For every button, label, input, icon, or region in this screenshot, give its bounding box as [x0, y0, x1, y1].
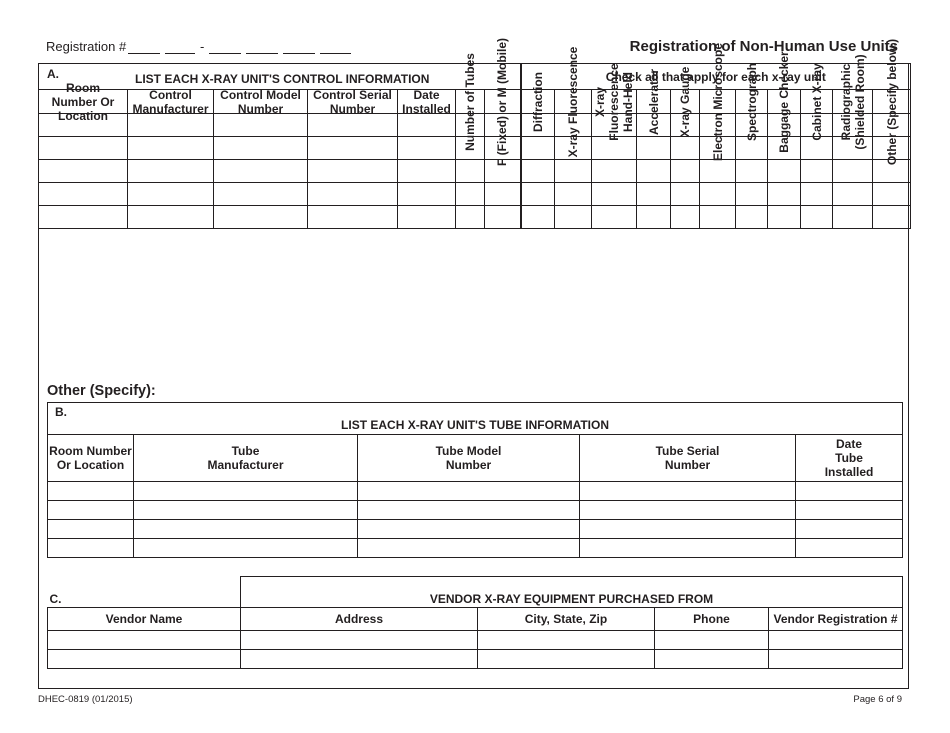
a-table-row-cell[interactable] — [39, 160, 128, 183]
c-col-address: Address — [241, 607, 478, 630]
col-fixed-or-mobile: F (Fixed) or M (Mobile) — [485, 90, 521, 114]
a-table-row-cell[interactable] — [801, 183, 833, 206]
b-table-row-cell[interactable] — [48, 520, 134, 539]
col-diffraction: Diffraction — [521, 90, 555, 114]
b-table-row-cell[interactable] — [796, 501, 903, 520]
b-table-row-cell[interactable] — [796, 539, 903, 558]
b-table-row-cell[interactable] — [358, 520, 580, 539]
registration-field-5[interactable] — [283, 41, 315, 54]
c-table-row-cell[interactable] — [655, 630, 769, 649]
a-table-row-cell[interactable] — [398, 137, 456, 160]
col-radiographic: Radiographic (Shielded Room) — [833, 90, 873, 114]
a-table-row-cell[interactable] — [398, 183, 456, 206]
a-table-row-cell[interactable] — [214, 160, 308, 183]
b-table-row-cell[interactable] — [134, 501, 358, 520]
a-table-row — [39, 160, 911, 183]
b-table-row-cell[interactable] — [358, 539, 580, 558]
registration-field-4[interactable] — [246, 41, 278, 54]
col-baggage-checker: Baggage Checker — [768, 90, 801, 114]
a-table-row-cell[interactable] — [736, 206, 768, 229]
a-table-row-cell[interactable] — [592, 183, 637, 206]
a-table-row-cell[interactable] — [128, 160, 214, 183]
a-table-row-cell[interactable] — [39, 206, 128, 229]
b-col-tube-model-number: Tube Model Number — [358, 435, 580, 482]
a-table-row-cell[interactable] — [637, 206, 671, 229]
a-table-row-cell[interactable] — [214, 114, 308, 137]
a-table-row-cell[interactable] — [128, 183, 214, 206]
c-col-vendor-registration: Vendor Registration # — [769, 607, 903, 630]
c-table-row-cell[interactable] — [655, 649, 769, 668]
col-control-serial-number: Control Serial Number — [308, 90, 398, 114]
registration-field-2[interactable] — [165, 41, 195, 54]
section-a-heading: LIST EACH X-RAY UNIT'S CONTROL INFORMATION — [135, 72, 430, 86]
a-table-row-cell[interactable] — [671, 206, 700, 229]
other-specify-label: Other (Specify): — [47, 383, 156, 399]
a-table-row-cell[interactable] — [521, 160, 555, 183]
a-table-row-cell[interactable] — [308, 114, 398, 137]
b-table-row-cell[interactable] — [358, 482, 580, 501]
a-table-row — [39, 206, 911, 229]
a-table-row-cell[interactable] — [214, 137, 308, 160]
a-table-row-cell[interactable] — [521, 183, 555, 206]
a-table-row-cell[interactable] — [768, 206, 801, 229]
registration-field-3[interactable] — [209, 41, 241, 54]
a-table-row-cell[interactable] — [308, 137, 398, 160]
col-number-of-tubes: Number of Tubes — [456, 90, 485, 114]
section-b-heading: LIST EACH X-RAY UNIT'S TUBE INFORMATION — [341, 418, 610, 432]
a-table-row-cell[interactable] — [456, 160, 485, 183]
b-table-row-cell[interactable] — [134, 520, 358, 539]
a-table-row — [39, 183, 911, 206]
a-table-row-cell[interactable] — [39, 183, 128, 206]
a-table-row-cell[interactable] — [700, 160, 736, 183]
col-date-installed: Date Installed — [398, 90, 456, 114]
a-table-row-cell[interactable] — [671, 160, 700, 183]
a-table-row-cell[interactable] — [214, 183, 308, 206]
a-table-row-cell[interactable] — [214, 206, 308, 229]
col-xray-fluorescence: X-ray Fluorescence — [555, 90, 592, 114]
col-xray-gauge: X-ray Gauge — [671, 90, 700, 114]
b-table-row-cell[interactable] — [796, 520, 903, 539]
col-control-model-number: Control Model Number — [214, 90, 308, 114]
a-table-row-cell[interactable] — [736, 160, 768, 183]
c-col-phone: Phone — [655, 607, 769, 630]
a-table-row-cell[interactable] — [128, 114, 214, 137]
a-table-row-cell[interactable] — [555, 183, 592, 206]
b-table-row-cell[interactable] — [580, 482, 796, 501]
col-control-manufacturer: Control Manufacturer — [128, 90, 214, 114]
b-table-row-cell[interactable] — [580, 520, 796, 539]
a-table-row-cell[interactable] — [128, 137, 214, 160]
page-title: Registration of Non-Human Use Units — [629, 38, 898, 55]
a-table-row-cell[interactable] — [637, 137, 671, 160]
c-table-row — [48, 630, 903, 649]
section-a-label: A. — [47, 67, 59, 81]
a-table-row-cell[interactable] — [833, 160, 873, 183]
b-col-tube-serial-number: Tube Serial Number — [580, 435, 796, 482]
section-b-table — [47, 402, 903, 558]
section-b-title-cell — [48, 403, 903, 435]
section-c-heading: VENDOR X-RAY EQUIPMENT PURCHASED FROM — [241, 577, 903, 608]
c-table-row — [48, 649, 903, 668]
col-electron-microscope: Electron Microscope — [700, 90, 736, 114]
col-cabinet-xray: Cabinet X-ray — [801, 90, 833, 114]
a-table-row-cell[interactable] — [308, 183, 398, 206]
a-table-row-cell[interactable] — [485, 183, 521, 206]
a-table-row-cell[interactable] — [308, 160, 398, 183]
a-table-row-cell[interactable] — [637, 160, 671, 183]
a-table-row-cell[interactable] — [398, 206, 456, 229]
a-table-row-cell[interactable] — [456, 183, 485, 206]
a-table-row-cell[interactable] — [308, 206, 398, 229]
b-table-row-cell[interactable] — [48, 501, 134, 520]
a-table-row-cell[interactable] — [833, 206, 873, 229]
b-table-row-cell[interactable] — [48, 539, 134, 558]
a-table-row-cell[interactable] — [39, 137, 128, 160]
a-table-row-cell[interactable] — [873, 206, 911, 229]
a-table-row-cell[interactable] — [456, 206, 485, 229]
b-table-row-cell[interactable] — [580, 501, 796, 520]
a-table-row-cell[interactable] — [555, 160, 592, 183]
form-id: DHEC-0819 (01/2015) — [38, 694, 133, 705]
c-table-row-cell[interactable] — [241, 649, 478, 668]
a-table-row-cell[interactable] — [555, 206, 592, 229]
b-table-row-cell[interactable] — [358, 501, 580, 520]
section-c-label: C. — [49, 591, 62, 606]
c-table-row-cell[interactable] — [241, 630, 478, 649]
c-table-row-cell[interactable] — [48, 649, 241, 668]
a-table-row-cell[interactable] — [128, 206, 214, 229]
a-table-row-cell[interactable] — [671, 137, 700, 160]
b-table-row — [48, 520, 903, 539]
a-table-row-cell[interactable] — [592, 206, 637, 229]
a-table-row-cell[interactable] — [833, 183, 873, 206]
b-table-row — [48, 539, 903, 558]
c-col-vendor-name: Vendor Name — [48, 607, 241, 630]
section-c-table — [47, 576, 903, 669]
registration-label: Registration # — [46, 39, 127, 54]
b-table-row-cell[interactable] — [796, 482, 903, 501]
a-table-row-cell[interactable] — [700, 206, 736, 229]
a-table-row-cell[interactable] — [801, 160, 833, 183]
a-table-row-cell[interactable] — [736, 183, 768, 206]
a-table-row-cell[interactable] — [521, 206, 555, 229]
b-table-row-cell[interactable] — [134, 539, 358, 558]
col-room-number: Room Number Or Location — [39, 90, 128, 114]
page-number: Page 6 of 9 — [853, 694, 902, 705]
a-table-row-cell[interactable] — [671, 183, 700, 206]
a-table-row-cell[interactable] — [700, 183, 736, 206]
b-table-row — [48, 482, 903, 501]
a-table-row-cell[interactable] — [768, 183, 801, 206]
a-table-row-cell[interactable] — [521, 137, 555, 160]
b-col-room-number: Room Number Or Location — [48, 435, 134, 482]
b-table-row-cell[interactable] — [134, 482, 358, 501]
c-table-row-cell[interactable] — [769, 649, 903, 668]
c-col-city-state-zip: City, State, Zip — [478, 607, 655, 630]
a-table-row-cell[interactable] — [485, 206, 521, 229]
c-table-row-cell[interactable] — [478, 649, 655, 668]
c-table-row-cell[interactable] — [48, 630, 241, 649]
a-table-row-cell[interactable] — [398, 114, 456, 137]
a-table-row-cell[interactable] — [637, 183, 671, 206]
a-table-row-cell[interactable] — [768, 160, 801, 183]
a-table-row-cell[interactable] — [592, 160, 637, 183]
b-col-date-tube-installed: Date Tube Installed — [796, 435, 903, 482]
c-table-row-cell[interactable] — [478, 630, 655, 649]
c-table-row-cell[interactable] — [769, 630, 903, 649]
a-table-row-cell[interactable] — [801, 206, 833, 229]
registration-dash: - — [200, 39, 205, 54]
col-xray-fluorescence-handheld: X-ray Fluorescence Hand-Held — [593, 62, 636, 141]
b-table-row-cell[interactable] — [48, 482, 134, 501]
a-table-row-cell[interactable] — [873, 183, 911, 206]
b-table-row-cell[interactable] — [580, 539, 796, 558]
section-b-label: B. — [55, 405, 67, 419]
a-table-row-cell[interactable] — [398, 160, 456, 183]
section-c-title-cell — [48, 577, 241, 608]
registration-field-1[interactable] — [128, 41, 160, 54]
check-heading: Check all that apply for each x-ray unit — [521, 64, 911, 90]
col-other-specify: Other (Specify below.) — [873, 90, 911, 114]
col-spectrograph: Spectrograph — [736, 90, 768, 114]
col-accelerator: Accelerator — [637, 90, 671, 114]
b-table-row — [48, 501, 903, 520]
registration-field-6[interactable] — [320, 41, 351, 54]
b-col-tube-manufacturer: Tube Manufacturer — [134, 435, 358, 482]
